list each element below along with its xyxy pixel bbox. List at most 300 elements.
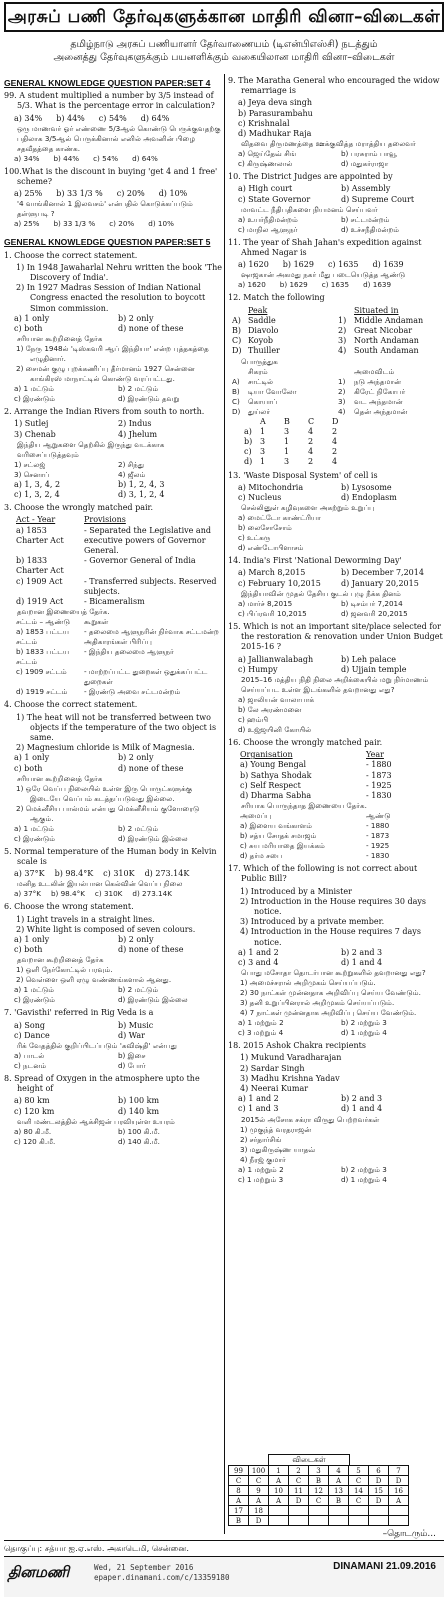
subtitle-line-2: அனைத்து தேர்வுகளுக்கும் பயனளிக்கும் வகையிலான மாதிரி வினா–விடைகள் [53, 52, 395, 63]
answer-cell [269, 1506, 289, 1516]
table-cell: b) சத்ய சோதக் சமாஜம் [240, 831, 317, 841]
table-cell: - 1830 [366, 790, 392, 800]
column-header: Organisation [240, 750, 293, 760]
statement: 1) Introduced by a Minister [240, 886, 352, 896]
match-table-12 [228, 306, 444, 357]
paper-date-label: DINAMANI 21.09.2016 [333, 1561, 436, 1572]
options-99-tamil [4, 154, 222, 164]
table-cell: 1) [338, 315, 347, 325]
code-cell: 2 [332, 447, 338, 457]
answer-cell: B [309, 1476, 329, 1486]
question-17-tamil: பொது மசோதா தொடர்பான கூற்றுகளில் தவறானது எது? [241, 968, 426, 978]
table-cell: - 1873 [366, 831, 390, 841]
table-cell: b) Sathya Shodak [240, 770, 312, 780]
option: a) March 8,2015 [238, 568, 306, 578]
table-cell: a) 1853 பட்டய சட்டம் [16, 627, 70, 647]
option: a) 1 மட்டும் [14, 384, 55, 394]
code-cell: 1 [260, 426, 266, 436]
column-divider [224, 74, 225, 1534]
question-11: 11. The year of Shah Jahan's expedition against Ahmed Nagar is [228, 237, 422, 258]
option: a) உயர்நீதிமன்றம் [238, 214, 298, 224]
table-cell: - Transferred subjects. Reserved subjects. [84, 576, 217, 596]
option: d) 1 மற்றும் 4 [341, 1028, 387, 1038]
option: a) 25% [14, 219, 40, 229]
option: c) 120 km [14, 1106, 55, 1116]
table-cell: - இந்திய தலைமை ஆளுநர் [84, 647, 174, 657]
options-14-tamil [228, 599, 444, 619]
code-cell: d) [244, 457, 253, 467]
table-cell: Saddle [248, 315, 276, 325]
question-5-tamil: மனித உடலின் இயல்பான கெல்வின் வெப்ப நிலை [17, 879, 183, 889]
code-cell: 2 [308, 457, 314, 467]
answer-cell: B [329, 1496, 349, 1506]
question-12-tamil: பொருத்துக [241, 356, 278, 366]
option: d) 1 and 4 [341, 1104, 383, 1114]
table-cell: 2) [338, 386, 346, 396]
options-17 [228, 948, 444, 968]
question-13: 13. 'Waste Disposal System' of cell is [228, 470, 378, 480]
option: d) உச்சநீதிமன்றம் [341, 224, 400, 234]
table-cell: - Governor General of India [84, 556, 196, 566]
table-cell: North Andaman [354, 336, 419, 346]
item: 4) ஜீலம் [118, 469, 146, 479]
option: d) இரண்டும் தவறு [118, 394, 180, 404]
table-cell: C) [232, 396, 240, 406]
option: d) 10% [158, 189, 188, 199]
answer-cell [289, 1506, 309, 1516]
options-1-tamil [4, 384, 222, 404]
answer-row [229, 1486, 409, 1496]
options-10-tamil [228, 215, 444, 235]
option: d) January 20,2015 [341, 578, 419, 588]
option: c) 1, 3, 2, 4 [14, 490, 60, 500]
answer-cell: A [229, 1496, 249, 1506]
code-cell: 1 [284, 447, 290, 457]
options-13 [228, 483, 444, 503]
table-cell: a) Young Bengal [240, 760, 307, 770]
table-cell: கொயாப் [248, 396, 278, 406]
option: c) 3 and 4 [238, 957, 279, 967]
option: c) இரண்டும் [14, 995, 56, 1005]
option: c) 20% [109, 219, 135, 229]
option: b) Music [118, 1020, 154, 1030]
answer-cell: A [269, 1476, 289, 1486]
option: b) 2 and 3 [341, 1094, 383, 1104]
option: a) 37°K [14, 889, 41, 899]
options-11 [228, 260, 444, 270]
code-cell: 3 [284, 457, 290, 467]
table-cell: Great Nicobar [354, 326, 413, 336]
options-6 [4, 935, 222, 955]
answer-cell: 3 [309, 1466, 329, 1476]
match-table-12-tamil [228, 367, 444, 417]
option: b) 98.4°K [50, 889, 85, 899]
table-cell: a) இளைய வங்காளம் [240, 821, 313, 831]
option: b) டிசம்பர் 7,2014 [341, 598, 403, 608]
table-cell: b) 1833 Charter Act [16, 556, 64, 576]
option: a) 80 கி.மீ. [14, 1126, 52, 1136]
statement-tamil: 1) அமைச்சரால் அறிமுகம் செய்யப்படும். [240, 978, 376, 988]
answer-cell [369, 1516, 389, 1526]
option: b) 1629 [279, 280, 308, 290]
table-cell: c) 1909 Act [16, 576, 63, 586]
answer-cell: 4 [329, 1466, 349, 1476]
question-99-tamil: ஒரு மாணவர் ஓர் எண்ணை 5/3ஆல் கொண்டு பெருக்குவதற்கு பதிலாக 3/5ஆல் பெருக்கினால் எனில் அவனின் பிழை சதவீதத்தை காண்க. [17, 123, 221, 153]
column-header: Act - Year [16, 515, 56, 525]
option: b) இசை [118, 1050, 146, 1060]
answer-row [229, 1466, 409, 1476]
option: a) மைட்டோ காண்ட்ரியா [238, 513, 321, 523]
answer-cell: 18 [249, 1506, 269, 1516]
option: c) 1635 [321, 280, 350, 290]
option: a) 1 only [14, 934, 50, 944]
table-cell: - 1925 [366, 841, 390, 851]
page-title: அரசுப் பணி தேர்வுகளுக்கான மாதிரி வினா–விடைகள் [4, 2, 444, 32]
code-cell: 4 [308, 447, 314, 457]
option: a) 1620 [238, 280, 266, 290]
option: a) 1 only [14, 753, 50, 763]
option: a) 1 and 2 [238, 947, 279, 957]
option: c) 54% [93, 153, 119, 163]
option: a) High court [238, 184, 293, 194]
item: 2) சிந்து [118, 459, 145, 469]
answer-cell [289, 1516, 309, 1526]
option: d) Supreme Court [341, 194, 415, 204]
options-7 [4, 1021, 222, 1041]
option: c) 3 மற்றும் 4 [238, 1028, 284, 1038]
answer-cell: A [249, 1496, 269, 1506]
question-7-tamil: ரிக் வேதத்தில் குறிப்பிடப்படும் 'கவிஷ்தி' என்பது [17, 1040, 177, 1050]
credit-text: தொகுப்பு: சத்யா ஐ.ஏ.எஸ். அகாடெமி, சென்னை. [4, 1543, 189, 1553]
option: c) both [14, 324, 43, 334]
table-cell: சாட்டில் [248, 376, 274, 386]
answer-cell [309, 1506, 329, 1516]
answer-row [229, 1516, 409, 1526]
table-16-tamil [228, 811, 444, 861]
code-header: D [332, 416, 339, 426]
column-header: Peak [248, 305, 268, 315]
answer-cell [329, 1506, 349, 1516]
option: a) 1 மட்டும் [14, 985, 55, 995]
answer-cell: 6 [369, 1466, 389, 1476]
answer-cell: 12 [309, 1486, 329, 1496]
option: b) 33 1/3 % [56, 189, 103, 199]
answer-key-title: விடைகள் [268, 1454, 350, 1465]
option: a) 1, 3, 4, 2 [14, 479, 61, 489]
table-cell: - 1873 [366, 770, 392, 780]
statement: 2) White light is composed of seven colours. [16, 924, 196, 934]
answer-cell: 8 [229, 1486, 249, 1496]
options-8-tamil [4, 1127, 222, 1147]
table-cell: - Bicameralism [84, 597, 145, 607]
answer-cell: C [249, 1476, 269, 1486]
option: b) Parasurambahu [238, 108, 313, 118]
table-cell: d) Dharma Sabha [240, 790, 312, 800]
option: b) சட்டமன்றம் [341, 214, 390, 224]
question-3-tamil: தவறான இணையைத் தேர்க. [17, 607, 110, 617]
option: c) ஹம்பி [238, 714, 269, 724]
table-16 [228, 750, 444, 801]
answer-cell: 13 [329, 1486, 349, 1496]
statement-tamil: 1) முகுந்த் வரதராஜன் [240, 1124, 312, 1134]
question-3: 3. Choose the wrongly matched pair. [4, 503, 154, 513]
options-5 [4, 869, 222, 879]
code-cell: 4 [332, 437, 338, 447]
question-11-tamil: ஷாஜகான் அகமது நகர் மீது படையெடுத்த ஆண்டு [241, 270, 406, 280]
option: c) State Governor [238, 194, 311, 204]
option: d) 3, 1, 2, 4 [118, 490, 165, 500]
option: c) இரண்டும் [14, 394, 56, 404]
option: d) ஜனவரி 20,2015 [341, 608, 408, 618]
option: c) உட்கரு [238, 533, 271, 543]
answer-cell: D [249, 1516, 269, 1526]
option: b) லே அரண்மனை [238, 704, 302, 714]
answer-cell: A [389, 1496, 409, 1506]
statement-tamil: 3) தனி உறுப்பினரால் அறிமுகம் செய்யப்படும். [240, 998, 395, 1008]
left-column [4, 76, 222, 1147]
option: a) 25% [14, 189, 43, 199]
options-9 [228, 98, 444, 139]
option: b) 44% [53, 153, 80, 163]
answer-cell: A [269, 1496, 289, 1506]
options-99 [4, 114, 222, 124]
option: d) 273.14K [144, 869, 190, 879]
column-header: Provisions [84, 515, 126, 525]
question-10-tamil: மாவட்ட நீதிபதிகளை நியமனம் செய்பவர் [241, 204, 378, 214]
code-cell: 1 [284, 437, 290, 447]
answer-cell: 17 [229, 1506, 249, 1516]
answer-row [229, 1506, 409, 1516]
right-column [228, 76, 444, 1185]
answer-cell: C [229, 1476, 249, 1486]
table-3-tamil [4, 617, 222, 697]
statement-tamil: 2) சைமன் குழு புறக்கணிப்பு தீர்மானம் 1927 சென்னை காங்கிரஸ் மாநாட்டில் கொண்டு வரப்பட்டது. [16, 364, 195, 384]
option: c) 54% [98, 113, 127, 123]
options-6-tamil [4, 985, 222, 1005]
statement-tamil: 2) சர்தார்சிங் [240, 1134, 282, 1144]
option: a) Song [14, 1020, 46, 1030]
answer-cell: 14 [349, 1486, 369, 1496]
answer-cell [269, 1516, 289, 1526]
answer-cell [389, 1506, 409, 1516]
option: b) 2 மட்டும் [118, 823, 159, 833]
option: b) Lysosome [341, 482, 392, 492]
option: d) 140 km [118, 1106, 160, 1116]
table-cell: c) Self Respect [240, 780, 301, 790]
option: d) 1639 [363, 280, 392, 290]
answer-cell: C [349, 1496, 369, 1506]
statement: 2) Magnesium chloride is Milk of Magnesia. [16, 743, 195, 753]
options-100 [4, 189, 222, 199]
option: a) 1 and 2 [238, 1094, 279, 1104]
answer-cell: 15 [369, 1486, 389, 1496]
question-1: 1. Choose the correct statement. [4, 250, 138, 260]
table-cell: c) சுய மரியாதை இயக்கம் [240, 841, 325, 851]
answer-cell: D [289, 1496, 309, 1506]
answer-row [229, 1496, 409, 1506]
option: d) Endoplasm [341, 493, 397, 503]
option: b) 1, 2, 4, 3 [118, 479, 165, 489]
table-cell: - மாற்றப்பட்ட துறைகள் ஒதுக்கப்பட்ட துறைகள் [84, 667, 208, 687]
epaper-footer [4, 1556, 444, 1597]
answer-cell: 16 [389, 1486, 409, 1496]
option: a) ஜெய்தேவ் சிங் [238, 149, 297, 159]
statement-tamil: 2) மெக்னீசிய பால்மம் என்பது மெக்னீசியம் குளோரைடு ஆகும். [16, 803, 200, 823]
code-cell: 2 [332, 426, 338, 436]
statement: 1) Light travels in a straight lines. [16, 914, 155, 924]
table-cell: 4) [338, 406, 346, 416]
statement: 3) Introduced by a private member. [240, 917, 385, 927]
table-3 [4, 515, 222, 607]
answer-cell: D [369, 1496, 389, 1506]
question-13-tamil: செல்லினுள் கழிவுகளை அகற்றும் உறுப்பு [241, 503, 375, 513]
table-cell: Diavolo [248, 326, 279, 336]
option: b) December 7,2014 [341, 568, 424, 578]
option: a) பாடல் [14, 1050, 45, 1060]
options-4-tamil [4, 824, 222, 844]
epaper-url[interactable]: epaper.dinamani.com/c/13359180 [94, 1573, 230, 1582]
code-cell: a) [244, 426, 252, 436]
option: c) Nucleus [238, 493, 282, 503]
answer-cell: D [369, 1476, 389, 1486]
statement-tamil: 2) வெள்ளை ஒளி ஏழு வண்ணங்களால் ஆனது. [16, 975, 172, 985]
question-10: 10. The District Judges are appointed by [228, 172, 393, 182]
table-cell: வட அந்தமான் [354, 396, 403, 406]
code-cell: 3 [260, 437, 266, 447]
option: a) Jeya deva singh [238, 98, 312, 108]
statement-tamil: 1) ஒரே வெப்ப நிலையில் உள்ள இரு பொருட்களுக்கு இடையே வெப்பம் கடத்தப்படுவது இல்லை. [16, 783, 193, 803]
statement-tamil: 4) 7 நாட்கள் முன்னதாக அறிவிப்பு செய்ய வேண்டும். [240, 1008, 417, 1018]
question-18-tamil: 2015ல் அசோக சக்ரா விருது பெற்றவர்கள் [241, 1114, 380, 1124]
option: b) 2 மட்டும் [118, 384, 159, 394]
option: a) 1 only [14, 313, 50, 323]
question-15-tamil: 2015–16 மத்திய நிதி நிலை அறிக்கையில் மறு நிர்மாணம் செய்யப்பட உள்ள இடங்களில் தவறானது எது? [241, 674, 429, 694]
question-9: 9. The Maratha General who encouraged the widow remarriage is [228, 76, 440, 96]
options-100-tamil [4, 219, 222, 229]
item: 4) Jhelum [118, 429, 158, 439]
item: 1) சட்லஜ் [14, 459, 46, 469]
option: c) 20% [116, 189, 145, 199]
code-cell: c) [244, 447, 252, 457]
option: a) 34% [14, 113, 43, 123]
statement-tamil: 1) ஒளி நேர்கோட்டில் பரவும். [16, 965, 113, 975]
options-9-tamil [228, 149, 444, 169]
table-cell: 3) [338, 396, 346, 406]
option: d) Madhukar Raja [238, 129, 312, 139]
table-cell: - தலைமை ஆளுநரின் நிர்வாக சட்டமன்ற அதிகாரங்கள் பிரிப்பு [84, 627, 219, 647]
question-16-tamil: சரியாக பொருந்தாத இணையை தேர்க. [241, 801, 367, 811]
options-8 [4, 1096, 222, 1116]
answer-cell: C [349, 1476, 369, 1486]
table-cell: நடு அந்தமான் [354, 376, 402, 386]
answer-cell: 1 [269, 1466, 289, 1476]
table-cell: d) 1919 Act [16, 597, 64, 607]
statement: 4) Introduction in the House requires 7 days notice. [240, 927, 421, 947]
option: a) மார்ச் 8,2015 [238, 598, 293, 608]
table-cell: A) [232, 315, 241, 325]
question-99: 99. A student multiplied a number by 3/5 instead of 5/3. What is the percentage error in calculation? [4, 91, 215, 111]
option: b) லைசோசோம் [238, 523, 292, 533]
subtitle-line-1: தமிழ்நாடு அரசுப் பணியாளர் தேர்வாணையம் (டிஎன்பிஎஸ்சி) நடத்தும் [70, 39, 378, 50]
answer-cell: 5 [349, 1466, 369, 1476]
question-16: 16. Choose the wrongly matched pair. [228, 737, 383, 747]
option: d) none of these [118, 324, 184, 334]
option: a) Mitochondria [238, 482, 304, 492]
option: c) பிப்ரவரி 10,2015 [238, 608, 307, 618]
question-8: 8. Spread of Oxygen in the atmosphere upto the height of [4, 1073, 200, 1094]
code-cell: 3 [284, 426, 290, 436]
table-cell: c) 1909 சட்டம் [16, 667, 67, 677]
options-14 [228, 568, 444, 588]
epaper-meta [94, 1563, 229, 1583]
statement: 2) In 1927 Madras Session of Indian National Congress enacted the resolution to boycott Simon commission. [16, 283, 206, 313]
table-cell: C) [232, 336, 242, 346]
statement-tamil: 4) நீரஜ் குமார் [240, 1154, 286, 1164]
code-cell: 4 [308, 426, 314, 436]
table-cell: 3) [338, 336, 347, 346]
statement: 4) Neerai Kumar [240, 1083, 309, 1093]
table-cell: Middle Andaman [354, 315, 424, 325]
item: 3) Chenab [14, 429, 56, 439]
option: b) 100 km [118, 1096, 160, 1106]
answer-cell: B [229, 1516, 249, 1526]
answer-cell: 100 [249, 1466, 269, 1476]
table-cell: B) [232, 326, 241, 336]
options-15 [228, 655, 444, 675]
statement: 1) The heat will not be transferred between two objects if the temperature of the two object is same. [16, 712, 217, 742]
answer-cell [369, 1506, 389, 1516]
option: c) இரண்டும் [14, 833, 56, 843]
item: 2) Indus [118, 419, 152, 429]
question-1-tamil: சரியான கூற்றினைத் தேர்க [17, 334, 103, 344]
answer-cell [349, 1506, 369, 1516]
question-100-tamil: '4 வாங்கினால் 1 இலவசம்' என்பதில் கொடுக்கப்படும் தள்ளுபடி ? [17, 199, 193, 219]
column-header: சிகரம் [248, 366, 268, 376]
option: d) உஜ்ஜயினி கோயில் [238, 724, 312, 734]
option: c) Krishnalal [238, 118, 290, 128]
option: c) both [14, 763, 43, 773]
option: d) 1 மற்றும் 4 [341, 1174, 387, 1184]
option: b) 2 only [118, 313, 154, 323]
code-header [244, 417, 260, 427]
option: c) Humpy [238, 664, 278, 674]
table-cell: - இரண்டு அவை சட்டமன்றம் [84, 687, 181, 697]
table-cell: a) 1853 Charter Act [16, 525, 64, 545]
column-header: Situated in [354, 305, 399, 315]
item: 3) செனாப் [14, 469, 50, 479]
question-5: 5. Normal temperature of the Human body in Kelvin scale is [4, 846, 217, 866]
question-17: 17. Which of the following is not correct about Public Bill? [228, 864, 418, 884]
option: a) 1 மற்றும் 2 [238, 1164, 284, 1174]
option: c) 310K [103, 869, 135, 879]
code-header: A [260, 416, 266, 426]
edition-date: Wed, 21 September 2016 [94, 1563, 194, 1572]
option: b) 33 1/3 % [53, 219, 96, 229]
option: c) 1 and 3 [238, 1104, 279, 1114]
option: b) 2 only [118, 753, 154, 763]
answer-row [229, 1476, 409, 1486]
options-17-tamil [228, 1018, 444, 1038]
question-4-tamil: சரியான கூற்றினைத் தேர்க [17, 773, 103, 783]
question-18: 18. 2015 Ashok Chakra recipients [228, 1041, 366, 1051]
statement: 2) Introduction in the House requires 30 days notice. [240, 896, 427, 916]
question-8-tamil: வளி மண்டலத்தில் ஆக்சிஜன் பரவியுள்ள உயரம் [17, 1116, 175, 1126]
table-cell: d) தர்ம சபை [240, 851, 283, 861]
option: b) Leh palace [341, 654, 396, 664]
code-cell: 2 [308, 437, 314, 447]
option: c) both [14, 945, 43, 955]
option: b) 1629 [282, 260, 314, 270]
